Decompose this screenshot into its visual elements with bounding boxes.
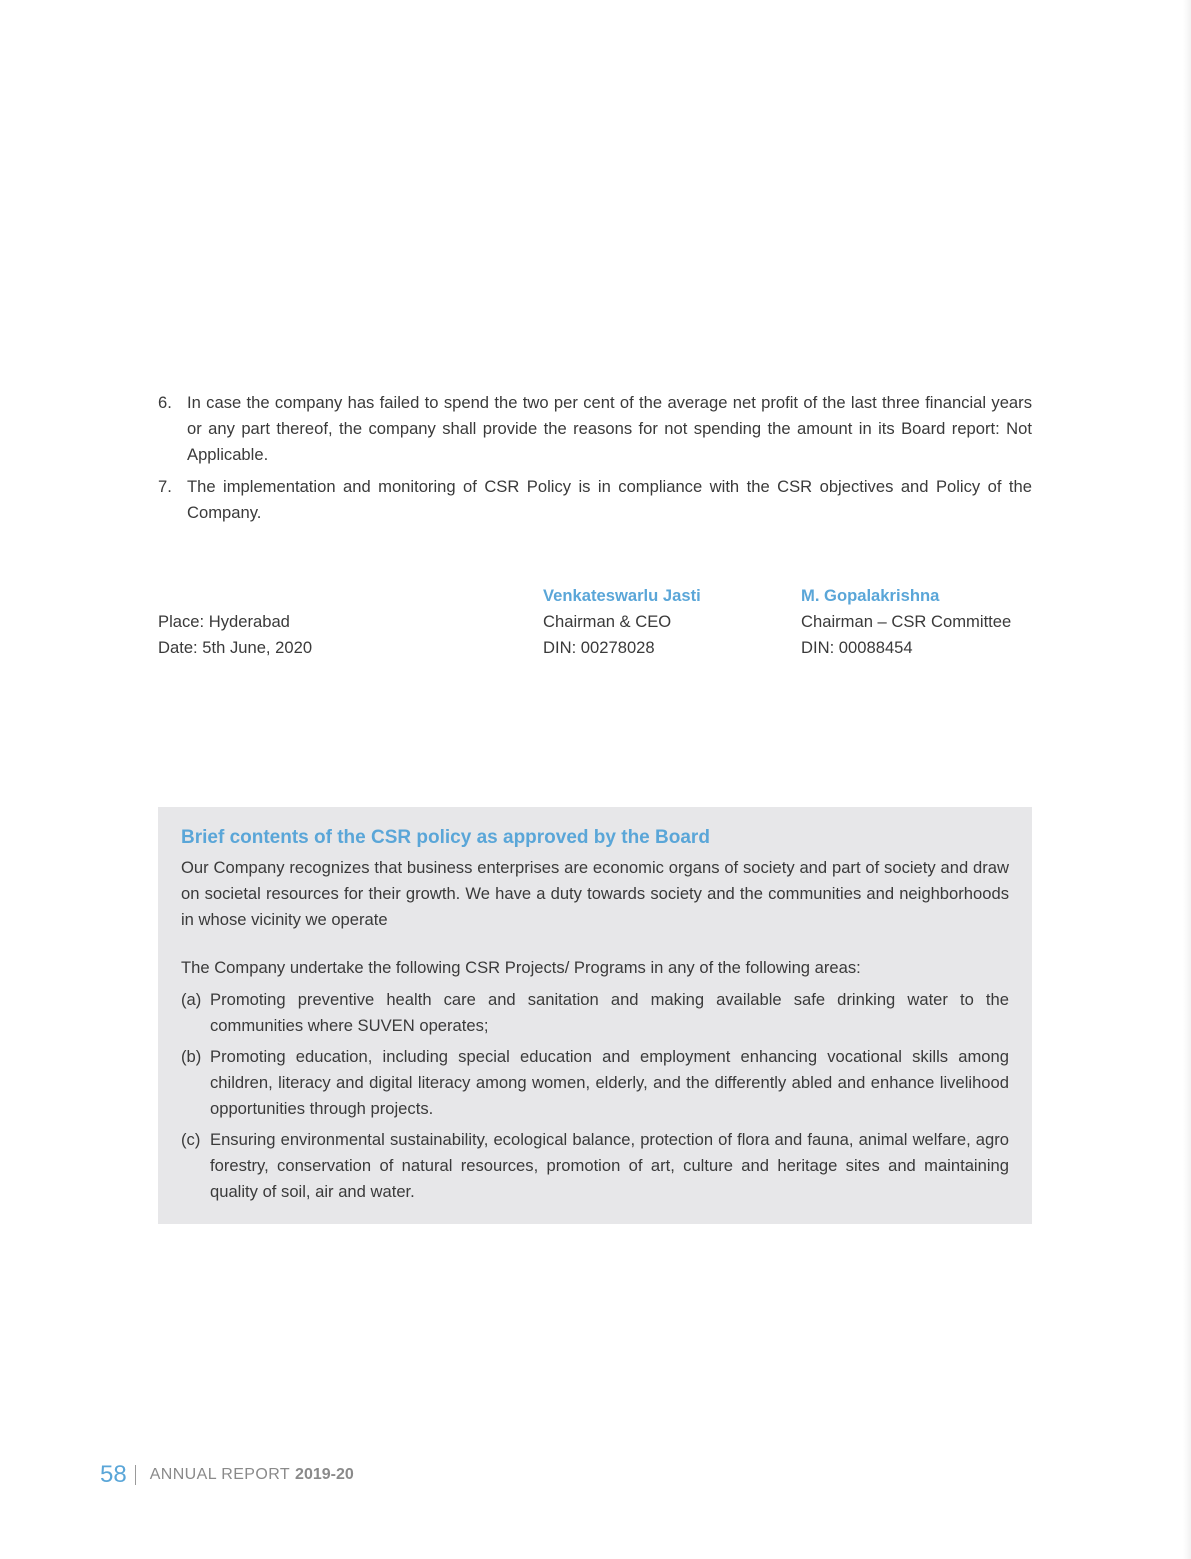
signatory-title: Chairman & CEO [543, 612, 672, 631]
signatory-chairman [543, 583, 701, 661]
page-number: 58 [100, 1461, 127, 1488]
page-footer [100, 1458, 354, 1492]
policy-intro: Our Company recognizes that business enterprises are economic organs of society and part of society and draw on societal resources for their growth. We have a duty towards society and the communities and neighborhoods in whose vicinity we operate [181, 858, 1009, 929]
date-text: Date: 5th June, 2020 [158, 638, 313, 657]
place-date [158, 609, 312, 661]
policy-area-item [181, 987, 1009, 1039]
list-text: The implementation and monitoring of CSR Policy is in compliance with the CSR objectives and Policy of the Company. [187, 477, 1032, 522]
footer-divider [135, 1465, 136, 1485]
report-year: 2019-20 [295, 1466, 354, 1483]
list-item-7 [158, 474, 1032, 526]
place-text: Place: Hyderabad [158, 612, 290, 631]
area-text: Ensuring environmental sustainability, ecological balance, protection of flora and fauna, animal welfare, agro forestry, conservation of natural resources, promotion of art, culture and heritage sites and maintaining quality of soil, air and water. [210, 1130, 1009, 1201]
signatory-din: DIN: 00088454 [801, 638, 913, 657]
csr-policy-box [158, 807, 1032, 1224]
area-label: (a) [181, 990, 202, 1009]
signature-block [158, 583, 1032, 663]
policy-area-item [181, 1044, 1009, 1122]
list-number: 7. [158, 477, 172, 496]
list-item-6 [158, 390, 1032, 468]
policy-area-item [181, 1127, 1009, 1205]
list-text: In case the company has failed to spend the two per cent of the average net profit of the last three financial years or any part thereof, the company shall provide the reasons for not spending the amount in its Board report: Not Applicable. [187, 393, 1032, 464]
policy-box-title: Brief contents of the CSR policy as approved by the Board [181, 827, 710, 848]
signatory-name: M. Gopalakrishna [801, 586, 940, 605]
signatory-csr-chair [801, 583, 1011, 661]
policy-lead: The Company undertake the following CSR Projects/ Programs in any of the following areas: [181, 958, 861, 977]
area-text: Promoting education, including special education and employment enhancing vocational skills among children, literacy and digital literacy among women, elderly, and the differently abled and enhance livelihood opportunities through projects. [210, 1047, 1009, 1118]
area-label: (b) [181, 1047, 202, 1066]
page-edge-shade [1183, 0, 1191, 1559]
signatory-din: DIN: 00278028 [543, 638, 655, 657]
area-text: Promoting preventive health care and sanitation and making available safe drinking water to the communities where SUVEN operates; [210, 990, 1009, 1035]
signatory-name: Venkateswarlu Jasti [543, 586, 701, 605]
signatory-title: Chairman – CSR Committee [801, 612, 1012, 631]
area-label: (c) [181, 1130, 201, 1149]
list-number: 6. [158, 393, 172, 412]
numbered-list [158, 390, 1032, 532]
report-label: ANNUAL REPORT [149, 1466, 291, 1483]
